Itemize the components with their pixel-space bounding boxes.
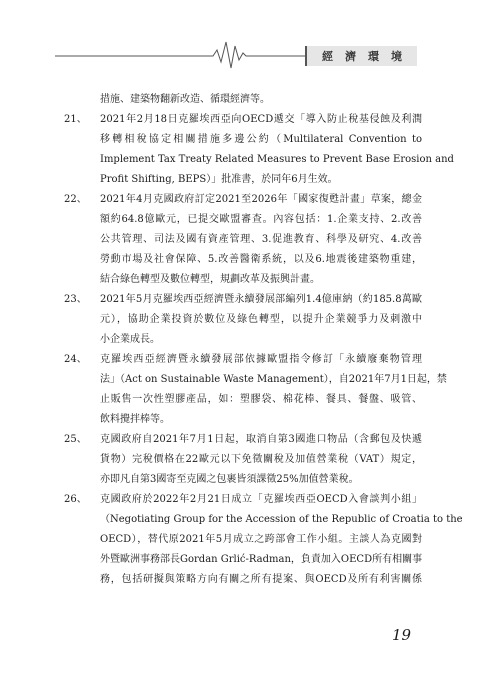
text-line: 法」（Act on Sustainable Waste Management），自2021年7月1日起，禁: [100, 374, 447, 385]
numbered-paragraph-23: [64, 290, 422, 350]
header-waveform-line: [55, 42, 300, 68]
text-line: 額約64.8億歐元，已提交歐盟審查。內容包括：1.企業支持、2.改善: [100, 214, 422, 225]
numbered-paragraph-21: [64, 110, 454, 190]
header-section-box: [305, 46, 417, 66]
text-line: 飲料攪拌棒等。: [100, 414, 170, 425]
text-line: OECD），替代原2021年5月成立之跨部會工作小組。主談人為克國對: [100, 534, 422, 545]
paragraph-number: 21、: [64, 114, 87, 125]
text-line: 公共管理、司法及國有資產管理、3.促進教育、科學及研究、4.改善: [100, 234, 422, 245]
text-line: Profit Shifting, BEPS）」批准書，於同年6月生效。: [100, 174, 338, 185]
text-line: 克羅埃西亞經濟暨永續發展部依據歐盟指令修訂「永續廢棄物管理: [100, 354, 422, 365]
text-line: 止販售一次性塑膠產品，如：塑膠袋、棉花棒、餐具、餐盤、吸管、: [100, 394, 422, 405]
text-line: 小企業成長。: [100, 334, 160, 345]
text-line: 移轉相稅協定相關措施多邊公約（Multilateral Convention to: [100, 134, 422, 145]
text-line: Implement Tax Treaty Related Measures to Prevent Base Erosion and: [100, 154, 454, 165]
text-line: 2021年4月克國政府訂定2021至2026年「國家復甦計畫」草案，總金: [100, 194, 422, 205]
document-body: [64, 90, 463, 590]
text-line: 克國政府自2021年7月1日起，取消自第3國進口物品（含郵包及快遞: [100, 434, 422, 445]
text-line: 措施、建築物翻新改造、循環經濟等。: [100, 94, 270, 105]
text-line: 亦即凡自第3國寄至克國之包裹皆須課徵25%加值營業稅。: [100, 474, 359, 485]
text-line: 勞動市場及社會保障、5.改善醫衛系統，以及6.地震後建築物重建，: [100, 254, 422, 265]
numbered-paragraph-24: [64, 350, 447, 430]
numbered-paragraph-22: [64, 190, 422, 290]
text-line: 2021年5月克羅埃西亞經濟暨永續發展部編列1.4億庫納（約185.8萬歐: [100, 294, 422, 305]
paragraph-number: 23、: [64, 294, 87, 305]
text-line: 2021年2月18日克羅埃西亞向OECD遞交「導入防止稅基侵蝕及利潤: [100, 114, 422, 125]
numbered-paragraph-25: [64, 430, 422, 490]
text-line: （Negotiating Group for the Accession of the Republic of Croatia to the: [100, 514, 463, 525]
text-line: 貨物）完稅價格在22歐元以下免徵關稅及加值營業稅（VAT）規定，: [100, 454, 422, 465]
paragraph-continuation: [80, 90, 422, 110]
numbered-paragraph-26: [64, 490, 463, 590]
paragraph-number: 22、: [64, 194, 87, 205]
paragraph-number: 25、: [64, 434, 87, 445]
text-line: 克國政府於2022年2月21日成立「克羅埃西亞OECD入會談判小組」: [100, 494, 422, 505]
header-title: 經濟環境: [322, 50, 414, 63]
header-rule-decoration: [0, 0, 480, 80]
text-line: 務，包括研擬與策略方向有關之所有提案、與OECD及所有利害關係: [100, 574, 422, 585]
paragraph-number: 24、: [64, 354, 87, 365]
page-number: 19: [392, 626, 412, 644]
text-line: 結合綠色轉型及數位轉型，規劃改革及振興計畫。: [100, 274, 320, 285]
text-line: 外暨歐洲事務部長Gordan Grlić-Radman，負責加入OECD所有相關事: [100, 554, 423, 565]
paragraph-number: 26、: [64, 494, 87, 505]
text-line: 元），協助企業投資於數位及綠色轉型，以提升企業競爭力及刺激中: [100, 314, 422, 325]
